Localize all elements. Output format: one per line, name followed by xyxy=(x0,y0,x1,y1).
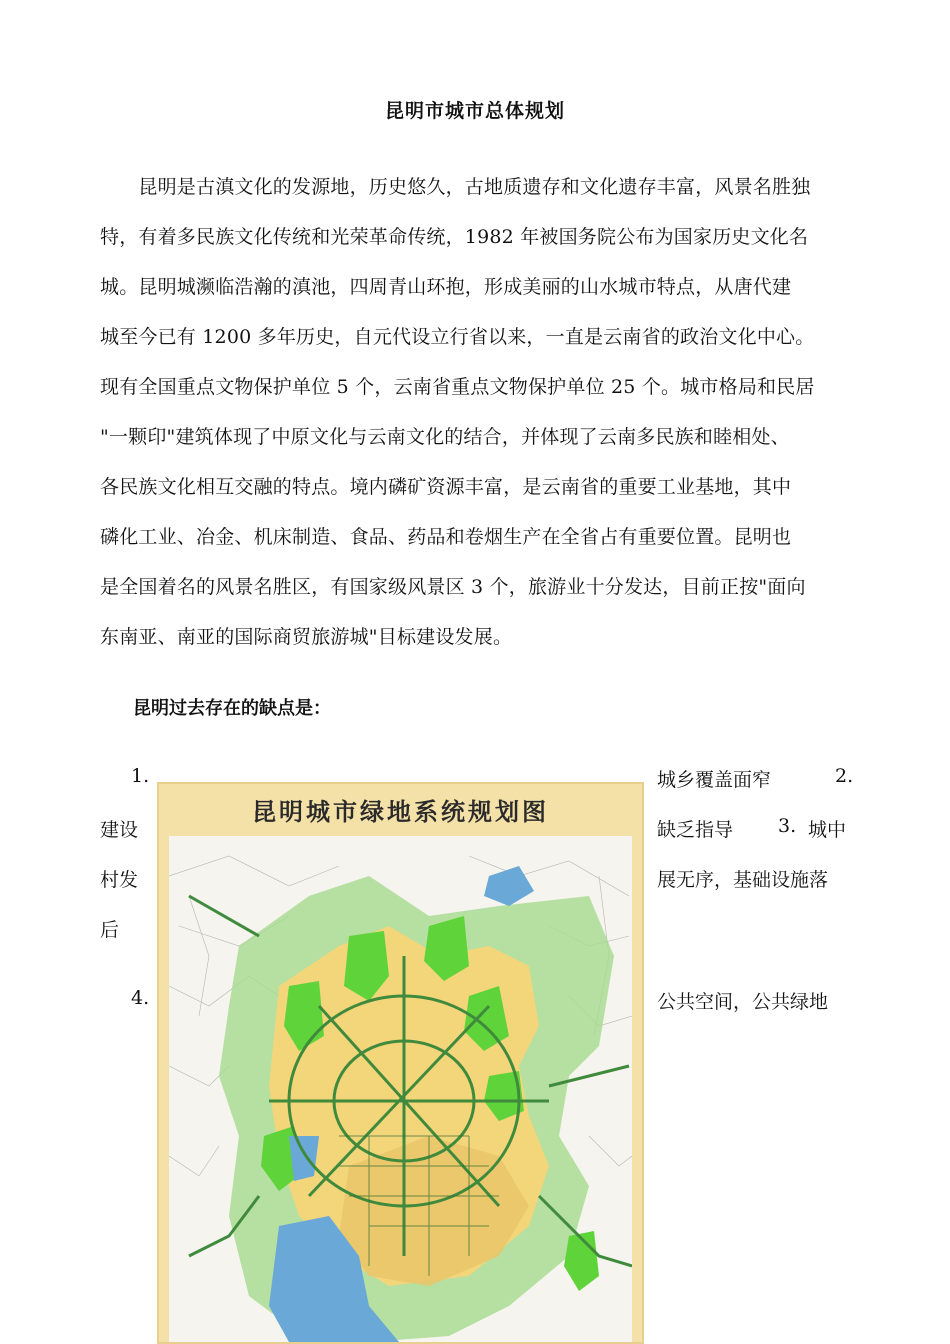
intro-line-10: 东南亚、南亚的国际商贸旅游城"目标建设发展。 xyxy=(100,626,513,648)
defect-3-text-c: 展无序，基础设施落 xyxy=(657,869,829,891)
map-graphic xyxy=(169,836,632,1342)
defect-3-number: 3. xyxy=(778,815,797,837)
intro-line-5: 现有全国重点文物保护单位 5 个，云南省重点文物保护单位 25 个。城市格局和民居 xyxy=(100,376,815,398)
defect-2-number: 2. xyxy=(835,765,854,787)
defect-4-number: 4. xyxy=(131,987,150,1009)
map-title: 昆明城市绿地系统规划图 xyxy=(252,798,549,826)
intro-line-4: 城至今已有 1200 多年历史，自元代设立行省以来，一直是云南省的政治文化中心。 xyxy=(100,326,815,348)
intro-line-9: 是全国着名的风景名胜区，有国家级风景区 3 个，旅游业十分发达，目前正按"面向 xyxy=(100,576,806,598)
map-image xyxy=(169,836,632,1342)
defect-2-text-a: 建设 xyxy=(100,819,139,841)
defect-3-text-d: 后 xyxy=(100,919,120,941)
intro-line-3: 城。昆明城濒临浩瀚的滇池，四周青山环抱，形成美丽的山水城市特点，从唐代建 xyxy=(100,276,792,298)
defect-1-number: 1. xyxy=(131,765,150,787)
defect-2-text-b: 缺乏指导 xyxy=(657,819,734,841)
intro-line-2: 特，有着多民族文化传统和光荣革命传统，1982 年被国务院公布为国家历史文化名 xyxy=(100,226,809,248)
green-space-plan-map xyxy=(157,782,644,1344)
defect-3-text-a: 城中 xyxy=(808,819,847,841)
defect-1-text: 城乡覆盖面窄 xyxy=(657,769,772,791)
page-title: 昆明市城市总体规划 xyxy=(384,100,565,122)
defect-4-text: 公共空间，公共绿地 xyxy=(657,991,829,1013)
intro-line-1: 昆明是古滇文化的发源地，历史悠久，古地质遗存和文化遗存丰富，风景名胜独 xyxy=(100,176,811,198)
intro-line-8: 磷化工业、冶金、机床制造、食品、药品和卷烟生产在全省占有重要位置。昆明也 xyxy=(100,526,792,548)
defect-3-text-b: 村发 xyxy=(100,869,139,891)
intro-line-6: "一颗印"建筑体现了中原文化与云南文化的结合，并体现了云南多民族和睦相处、 xyxy=(100,426,790,448)
defects-heading: 昆明过去存在的缺点是： xyxy=(133,698,331,719)
intro-line-7: 各民族文化相互交融的特点。境内磷矿资源丰富，是云南省的重要工业基地，其中 xyxy=(100,476,792,498)
